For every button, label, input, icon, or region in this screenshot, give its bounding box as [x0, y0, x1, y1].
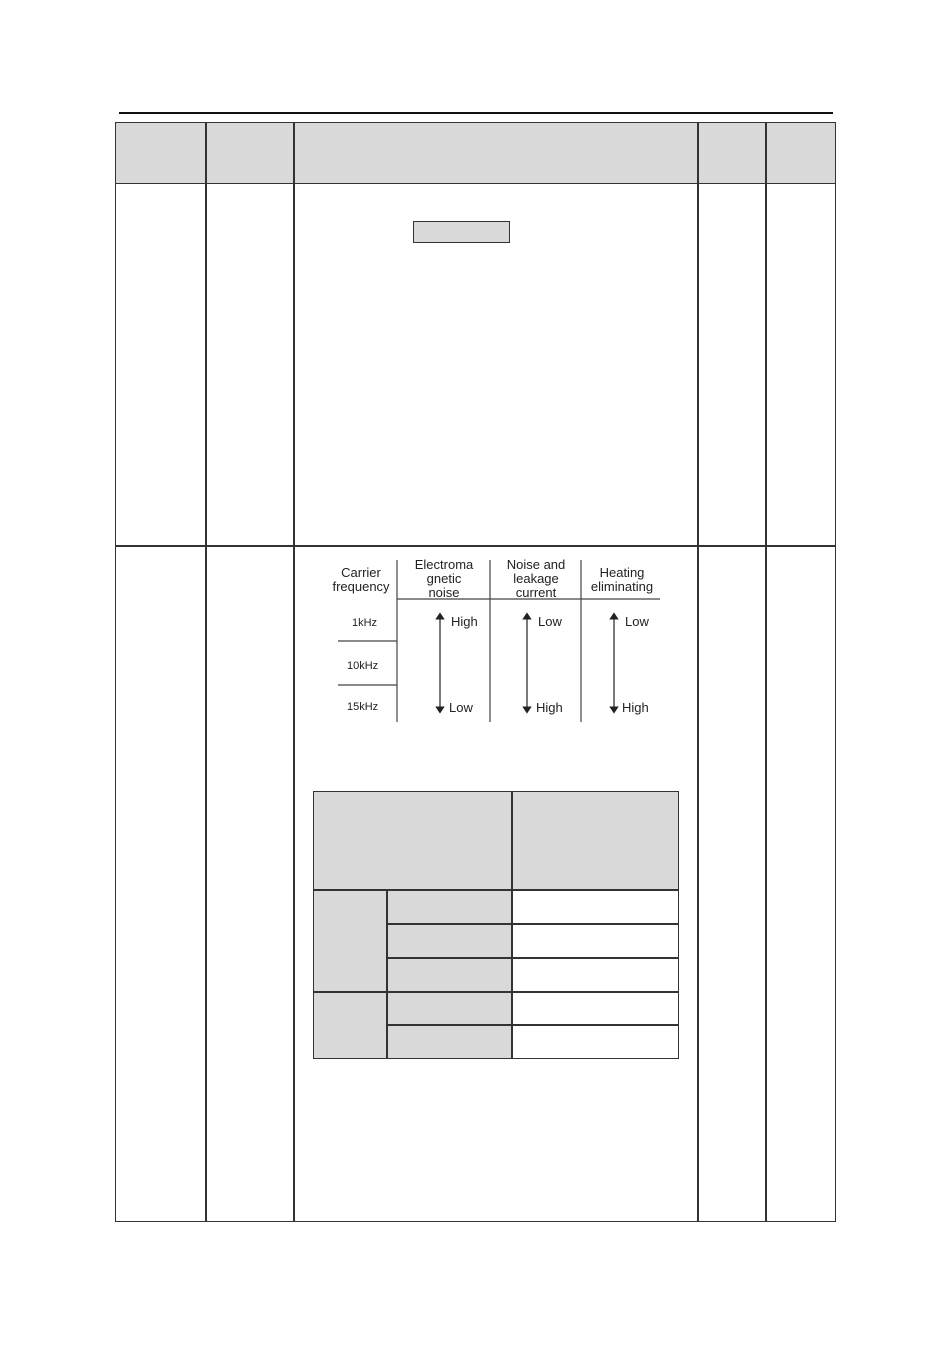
carrier-setting-table [313, 791, 679, 1059]
freq-label: 15kHz [347, 701, 379, 713]
sub-divider [387, 1024, 678, 1026]
sub-divider [314, 991, 678, 993]
sub-divider [511, 792, 513, 1058]
heat-top-label: Low [625, 614, 649, 629]
noise-bottom-label: High [536, 700, 563, 715]
sub-table-group-column [314, 890, 387, 1058]
sub-table-header [314, 792, 678, 890]
heat-bottom-label: High [622, 700, 649, 715]
noise-top-label: Low [538, 614, 562, 629]
header-electromagnetic-noise: Electroma gnetic noise [414, 557, 474, 600]
sub-divider [314, 889, 678, 891]
header-carrier: Carrier frequency [332, 565, 390, 594]
header-noise-leakage: Noise and leakage current [506, 557, 566, 600]
freq-label: 1kHz [352, 617, 378, 629]
emn-top-label: High [451, 614, 478, 629]
freq-label: 10kHz [347, 660, 379, 672]
sub-divider [386, 890, 388, 1058]
sub-divider [387, 923, 678, 925]
emn-bottom-label: Low [449, 700, 473, 715]
sub-table-label-column [387, 890, 512, 1058]
header-heating: Heating eliminating [590, 565, 654, 594]
sub-divider [387, 957, 678, 959]
